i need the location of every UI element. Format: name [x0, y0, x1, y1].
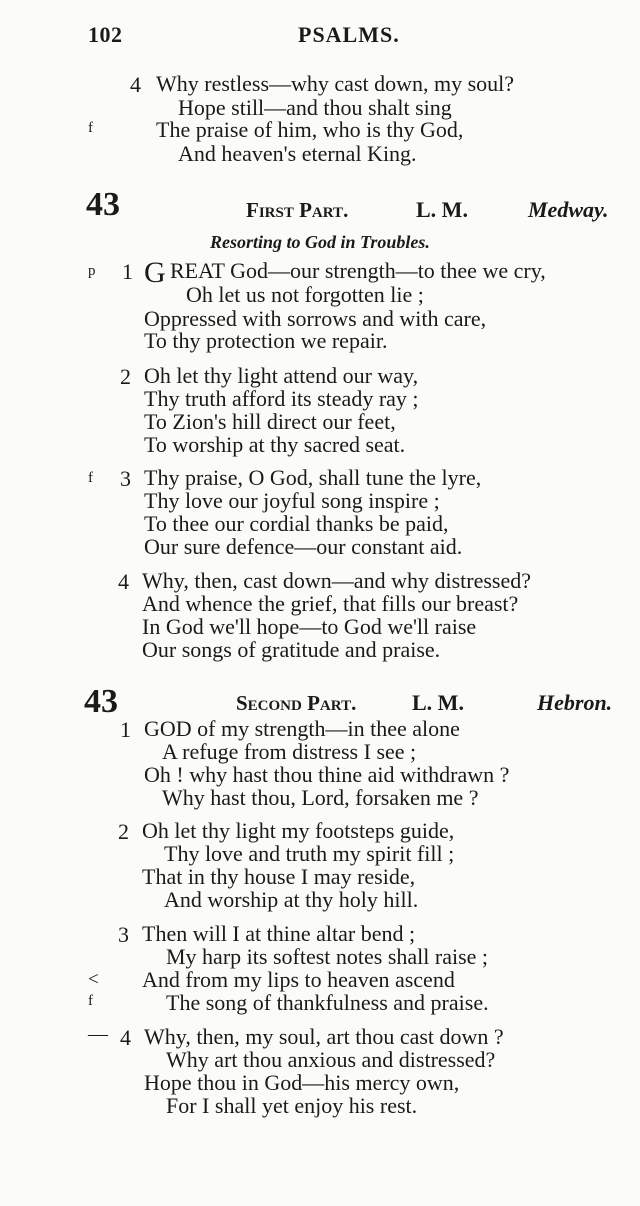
verse-line: Thy praise, O God, shall tune the lyre, — [144, 465, 482, 490]
verse-line: And heaven's eternal King. — [178, 141, 417, 166]
psalm-number: 43 — [86, 186, 120, 223]
dynamic-mark: p — [88, 263, 96, 279]
verse-number: 4 — [118, 569, 129, 594]
verse-line: My harp its softest notes shall raise ; — [166, 944, 489, 969]
verse-line: Why hast thou, Lord, forsaken me ? — [162, 785, 479, 810]
verse-line: To Zion's hill direct our feet, — [144, 409, 396, 434]
verse-number: 2 — [120, 364, 131, 389]
drop-cap: G — [144, 256, 166, 289]
verse-line: Why, then, my soul, art thou cast down ? — [144, 1024, 504, 1049]
verse-number: 3 — [118, 922, 129, 947]
verse-line: That in thy house I may reside, — [142, 864, 416, 889]
meter: L. M. — [412, 690, 464, 715]
verse-line: Hope thou in God—his mercy own, — [144, 1070, 460, 1095]
verse-line: To thee our cordial thanks be paid, — [144, 511, 449, 536]
verse-line: Oh let thy light my footsteps guide, — [142, 818, 455, 843]
dynamic-mark: < — [88, 969, 99, 990]
dynamic-mark: f — [88, 993, 93, 1009]
verse-line: A refuge from distress I see ; — [162, 739, 417, 764]
verse-line: And whence the grief, that fills our breast? — [142, 591, 519, 616]
verse-line: In God we'll hope—to God we'll raise — [142, 614, 477, 639]
verse-number: 1 — [122, 259, 133, 284]
verse-line: To thy protection we repair. — [144, 328, 388, 353]
verse-line: And from my lips to heaven ascend — [142, 967, 455, 992]
verse-number: 1 — [120, 717, 131, 742]
verse-line: Oppressed with sorrows and with care, — [144, 306, 487, 331]
hymn-subtitle: Resorting to God in Troubles. — [210, 232, 430, 252]
verse-line: Oh ! why hast thou thine aid withdrawn ? — [144, 762, 510, 787]
verse-line: REAT God—our strength—to thee we cry, — [170, 258, 546, 283]
verse-number: 2 — [118, 819, 129, 844]
verse-line: Why art thou anxious and distressed? — [166, 1047, 496, 1072]
verse-line: Thy truth afford its steady ray ; — [144, 386, 419, 411]
part-label: Second Part. — [236, 691, 357, 715]
verse-line: GOD of my strength—in thee alone — [144, 716, 460, 741]
verse-line: Why, then, cast down—and why distressed? — [142, 568, 531, 593]
verse-line: For I shall yet enjoy his rest. — [166, 1093, 418, 1118]
running-title: PSALMS. — [298, 22, 400, 47]
verse-line: Our songs of gratitude and praise. — [142, 637, 441, 662]
verse-line: Hope still—and thou shalt sing — [178, 95, 452, 120]
verse-line: Thy love our joyful song inspire ; — [144, 488, 440, 513]
tune-name: Hebron. — [537, 690, 613, 715]
meter: L. M. — [416, 197, 468, 222]
dynamic-mark: — — [88, 1023, 108, 1045]
tune-name: Medway. — [528, 197, 609, 222]
verse-line: Why restless—why cast down, my soul? — [156, 71, 515, 96]
dynamic-mark: f — [88, 470, 93, 486]
verse-line: And worship at thy holy hill. — [164, 887, 419, 912]
verse-number: 4 — [130, 72, 141, 97]
verse-line: Oh let thy light attend our way, — [144, 363, 419, 388]
verse-line: Our sure defence—our constant aid. — [144, 534, 463, 559]
verse-line: The praise of him, who is thy God, — [156, 117, 464, 142]
psalm-number: 43 — [84, 683, 118, 720]
verse-line: Oh let us not forgotten lie ; — [186, 282, 424, 307]
verse-number: 4 — [120, 1025, 131, 1050]
verse-line: Thy love and truth my spirit fill ; — [164, 841, 455, 866]
dynamic-mark: f — [88, 120, 93, 136]
page-number: 102 — [88, 22, 123, 47]
verse-number: 3 — [120, 466, 131, 491]
part-label: First Part. — [246, 198, 349, 222]
verse-line: The song of thankfulness and praise. — [166, 990, 489, 1015]
verse-line: To worship at thy sacred seat. — [144, 432, 406, 457]
verse-line: Then will I at thine altar bend ; — [142, 921, 416, 946]
